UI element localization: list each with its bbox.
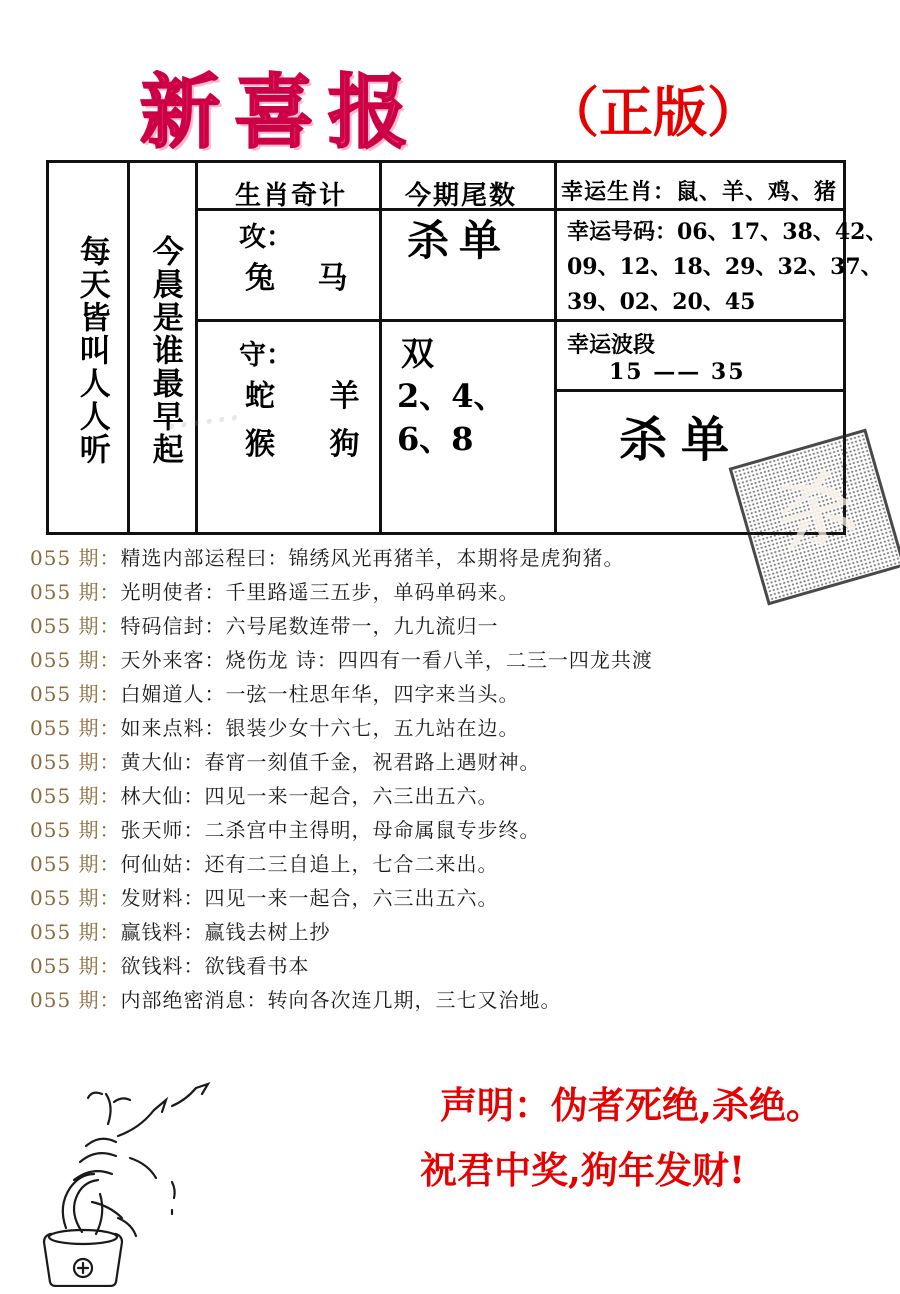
list-item [30,548,870,582]
list-item [30,922,870,956]
line-period: 055 期： [30,920,121,944]
line-text: 光明使者：千里路遥三五步，单码单码来。 [120,580,520,604]
line-text: 发财料：四见一来一起合，六三出五六。 [120,886,499,910]
line-text: 林大仙：四见一来一起合，六三出五六。 [120,784,499,808]
line-text: 如来点料：银装少女十六七，五九站在边。 [120,716,520,740]
forecast-table [46,160,888,535]
declaration-line-2: 祝君中奖,狗年发财! [420,1148,746,1192]
line-text: 精选内部运程曰：锦绣风光再猪羊，本期将是虎狗猪。 [120,546,625,570]
table-row-divider-mid [195,319,554,322]
tail-kill-odd: 杀单 [407,216,512,265]
lucky-zodiac: 幸运生肖：鼠、羊、鸡、猪 [561,179,838,205]
line-period: 055 期： [30,682,121,706]
list-item [30,956,870,990]
list-item [30,854,870,888]
line-text: 白媚道人：一弦一柱思年华，四字来当头。 [120,682,520,706]
table-divider-4 [554,163,557,532]
declaration-line-1: 声明：伪者死绝,杀绝。 [440,1083,823,1127]
defend-animals-row-2: 猴 狗 [245,427,382,462]
slogan-column-1 [55,173,127,528]
tail-header: 今期尾数 [405,181,518,211]
line-period: 055 期： [30,580,121,604]
attack-animals: 兔 马 [245,261,364,296]
list-item [30,684,870,718]
watermark: ······ [162,394,245,452]
line-period: 055 期： [30,988,121,1012]
line-period: 055 期： [30,852,121,876]
list-item [30,650,870,684]
defend-animals-row-1: 蛇 羊 [245,379,382,414]
zodiac-header: 生肖奇计 [235,181,348,211]
line-period: 055 期： [30,818,121,842]
forecast-lines [30,548,870,1024]
lucky-wave-label: 幸运波段 [567,332,656,358]
line-text: 张天师：二杀宫中主得明，母命属鼠专步终。 [120,818,541,842]
list-item [30,752,870,786]
tail-parity: 双 [401,334,434,373]
list-item [30,990,870,1024]
table-divider-3 [379,163,382,532]
lucky-wave-value: 15 —— 35 [609,359,746,385]
line-text: 内部绝密消息：转向各次连几期，三七又治地。 [120,988,562,1012]
list-item [30,616,870,650]
svg-text:杀: 杀 [766,458,865,565]
attack-label: 攻： [239,222,293,253]
line-text: 欲钱料：欲钱看书本 [120,954,310,978]
line-period: 055 期： [30,614,121,638]
line-period: 055 期： [30,648,121,672]
defend-label: 守： [239,340,293,371]
line-period: 055 期： [30,716,121,740]
top-faint-mark [520,0,640,14]
table-divider-2 [195,163,198,532]
line-period: 055 期： [30,546,121,570]
line-text: 黄大仙：春宵一刻值千金，祝君路上遇财神。 [120,750,541,774]
list-item [30,888,870,922]
list-item [30,582,870,616]
slogan-column-2-text: 今晨是谁最早起 [146,235,183,466]
lucky-numbers: 幸运号码：06、17、38、42、09、12、18、29、32、37、39、02、20、45 [567,219,888,316]
table-row-divider-right-1 [554,208,846,211]
line-text: 特码信封：六号尾数连带一，九九流归一 [120,614,499,638]
line-period: 055 期： [30,750,121,774]
table-row-divider-right-3 [554,389,846,392]
page-title-suffix: （正版） [545,80,761,144]
line-text: 天外来客：烧伤龙 诗：四四有一看八羊，二三一四龙共渡 [120,648,653,672]
line-period: 055 期： [30,784,121,808]
illustration-figure-icon [22,1062,252,1287]
slogan-column-2 [133,173,195,528]
kill-odd-big: 杀单 [619,412,744,468]
list-item [30,718,870,752]
table-divider-1 [127,163,130,532]
line-text: 赢钱料：赢钱去树上抄 [120,920,331,944]
tail-numbers: 2、4、6、8 [397,377,506,459]
line-text: 何仙姑：还有二三自追上，七合二来出。 [120,852,499,876]
page-title: 新喜报 [140,65,422,159]
line-period: 055 期： [30,954,121,978]
line-period: 055 期： [30,886,121,910]
list-item [30,820,870,854]
slogan-column-1-text: 每天皆叫人人听 [73,235,110,466]
page-header [0,28,900,159]
list-item [30,786,870,820]
